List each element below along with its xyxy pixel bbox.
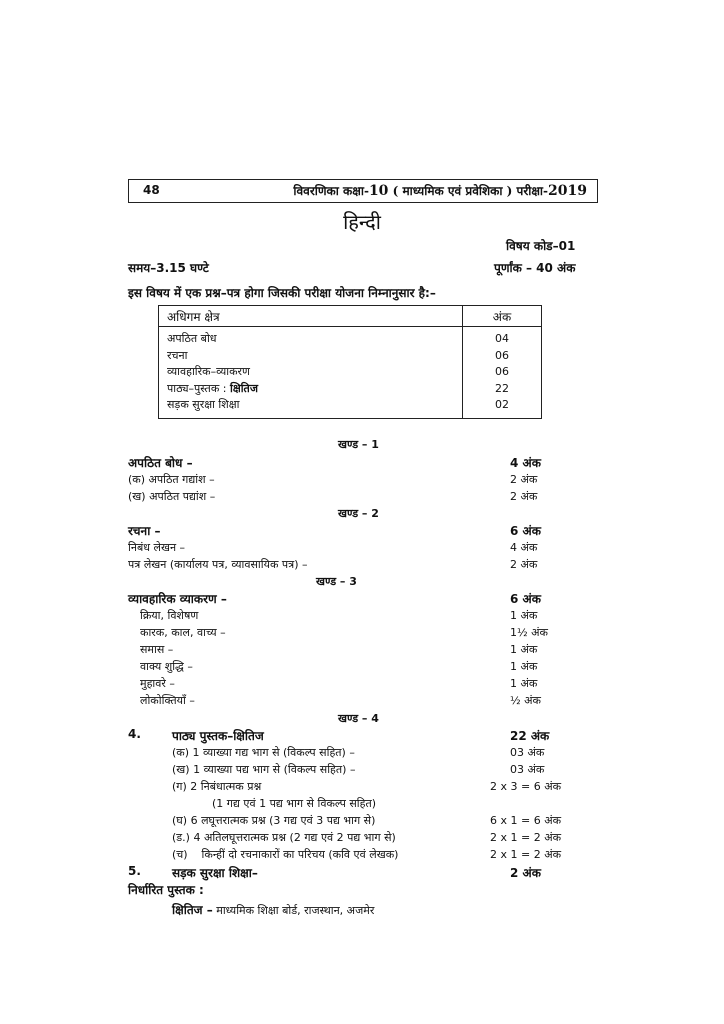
section3-item: मुहावरे – (140, 677, 175, 690)
section1-item-marks: 2 अंक (510, 490, 538, 503)
section3-item-marks: 1 अंक (510, 643, 538, 656)
area-item: व्यावहारिक–व्याकरण (167, 365, 250, 378)
page-header (128, 179, 598, 203)
area-list (159, 327, 463, 419)
subject-code: विषय कोड–01 (506, 239, 576, 253)
section2-item-marks: 2 अंक (510, 558, 538, 571)
section2-item-marks: 4 अंक (510, 541, 538, 554)
marks-item: 22 (495, 381, 509, 395)
marks-item: 04 (495, 332, 509, 345)
header-title-mid: ( माध्यमिक एवं प्रवेशिका ) परीक्षा- (388, 184, 549, 198)
col-area-header: अधिगम क्षेत्र (159, 306, 463, 327)
header-year: 2019 (548, 183, 587, 199)
section4-item-marks: 03 अंक (510, 763, 545, 776)
section4-item: (क) 1 व्याख्या गद्य भाग से (विकल्प सहित) – (172, 746, 355, 759)
section1-item-marks: 2 अंक (510, 473, 538, 486)
marks-list (463, 327, 542, 419)
section2-item: निबंध लेखन – (128, 541, 186, 554)
section4-item: (च) किन्हीं दो रचनाकारों का परिचय (कवि एवं लेखक) (172, 848, 399, 861)
section1-item: (क) अपठित गद्यांश – (128, 473, 215, 486)
header-title-pre: विवरणिका कक्षा- (293, 184, 369, 198)
section4-item-marks: 2 x 1 = 2 अंक (490, 848, 562, 861)
section1-item: (ख) अपठित पद्यांश – (128, 490, 216, 503)
section3-marks: 6 अंक (510, 592, 541, 606)
section4-item-marks: 6 x 1 = 6 अंक (490, 814, 562, 827)
section5-marks: 2 अंक (510, 866, 541, 880)
col-marks-header: अंक (463, 306, 542, 327)
section4-item-marks: 2 x 3 = 6 अंक (490, 780, 562, 793)
subject-title: हिन्दी (343, 210, 381, 234)
section3-item-marks: 1 अंक (510, 609, 538, 622)
section4-item-note: (1 गद्य एवं 1 पद्य भाग से विकल्प सहित) (212, 797, 377, 810)
marks-item: 06 (495, 348, 509, 362)
section4-marks: 22 अंक (510, 729, 550, 743)
marks-table-header (159, 306, 542, 327)
section4-item: (ख) 1 व्याख्या पद्य भाग से (विकल्प सहित) – (172, 763, 356, 776)
section3-item-marks: 1½ अंक (510, 626, 549, 639)
textbook-name: क्षितिज – (172, 903, 213, 917)
exam-time: समय–3.15 घण्टे (128, 261, 209, 275)
area-item: रचना (167, 348, 188, 362)
section3-item-marks: ½ अंक (510, 694, 542, 707)
section4-item: (ग) 2 निबंधात्मक प्रश्न (172, 780, 262, 793)
intro-text: इस विषय में एक प्रश्न–पत्र होगा जिसकी परीक्षा योजना निम्नानुसार है:– (128, 286, 436, 300)
section3-item-marks: 1 अंक (510, 677, 538, 690)
section4-number: 4. (128, 727, 141, 741)
area-item (167, 381, 454, 398)
textbook-line (172, 899, 374, 918)
section4-title: पाठ्य पुस्तक–क्षितिज (172, 729, 264, 743)
section5-title: सड़क सुरक्षा शिक्षा– (172, 866, 258, 880)
section3-title: व्यावहारिक व्याकरण – (128, 592, 227, 606)
area-item: सड़क सुरक्षा शिक्षा (167, 398, 240, 411)
textbook-heading: निर्धारित पुस्तक : (128, 883, 204, 897)
header-title (293, 182, 587, 199)
page-number: 48 (143, 183, 160, 197)
marks-table (158, 305, 542, 419)
section4-item: (घ) 6 लघूत्तरात्मक प्रश्न (3 गद्य एवं 3 पद्य भाग से) (172, 814, 376, 827)
section2-marks: 6 अंक (510, 524, 541, 538)
section5-number: 5. (128, 864, 141, 878)
section2-title: रचना – (128, 524, 161, 538)
marks-item: 02 (495, 398, 509, 411)
section4-item: (ड.) 4 अतिलघूत्तरात्मक प्रश्न (2 गद्य एवं 2 पद्य भाग से) (172, 831, 396, 844)
full-marks: पूर्णांक – 40 अंक (494, 261, 576, 275)
section3-item: लोकोक्तियाँ – (140, 694, 195, 707)
section4-heading: खण्ड – 4 (338, 712, 379, 725)
section3-item-marks: 1 अंक (510, 660, 538, 673)
section4-item-marks: 03 अंक (510, 746, 545, 759)
section1-heading: खण्ड – 1 (338, 438, 379, 451)
area-item-bold: क्षितिज (229, 381, 258, 395)
section2-heading: खण्ड – 2 (338, 507, 379, 520)
marks-table-body (159, 327, 542, 419)
section3-item: कारक, काल, वाच्य – (140, 626, 226, 639)
section4-item-marks: 2 x 1 = 2 अंक (490, 831, 562, 844)
section1-marks: 4 अंक (510, 456, 541, 470)
area-item-pre: पाठ्य–पुस्तक : (167, 381, 230, 395)
header-class: 10 (368, 183, 389, 199)
section3-item: क्रिया, विशेषण (140, 609, 199, 622)
section1-title: अपठित बोध – (128, 456, 193, 470)
area-item: अपठित बोध (167, 332, 217, 345)
section2-item: पत्र लेखन (कार्यालय पत्र, व्यावसायिक पत्र) – (128, 558, 308, 571)
section3-item: वाक्य शुद्धि – (140, 660, 193, 673)
marks-item: 06 (495, 365, 509, 378)
section3-item: समास – (140, 643, 174, 656)
section3-heading: खण्ड – 3 (316, 575, 357, 588)
textbook-publisher: माध्यमिक शिक्षा बोर्ड, राजस्थान, अजमेर (212, 904, 375, 917)
